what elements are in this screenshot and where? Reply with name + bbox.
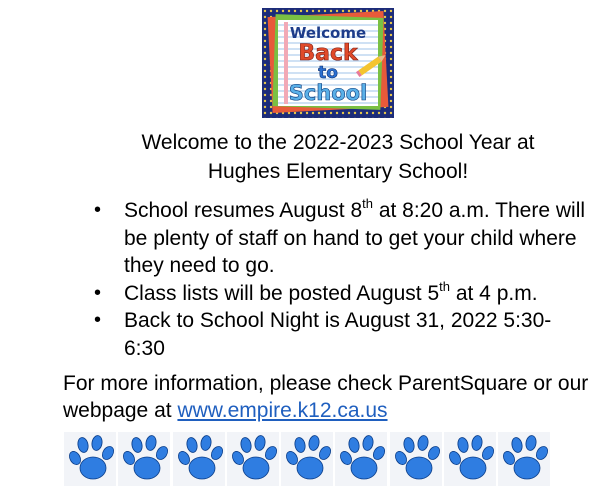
paw-print-icon bbox=[118, 432, 170, 486]
banner-word-welcome: Welcome bbox=[289, 24, 367, 42]
paw-print-icon bbox=[498, 432, 550, 486]
bullet-icon: • bbox=[94, 281, 102, 304]
paw-print-icon bbox=[227, 432, 279, 486]
announcement-list bbox=[92, 197, 592, 362]
paw-print-icon bbox=[335, 432, 387, 486]
paw-print-border bbox=[64, 432, 550, 486]
welcome-back-to-school-banner bbox=[262, 8, 394, 118]
headline-line-1: Welcome to the 2022-2023 School Year at bbox=[141, 131, 535, 154]
banner-word-back: Back bbox=[298, 41, 358, 66]
paw-print-icon bbox=[444, 432, 496, 486]
list-item: • Back to School Night is August 31, 2022 5:30-6:30 bbox=[94, 309, 552, 360]
paw-print-icon bbox=[390, 432, 442, 486]
school-webpage-link[interactable]: www.empire.k12.ca.us bbox=[177, 399, 388, 422]
list-item: • School resumes August 8th at 8:20 a.m. There will be plenty of staff on hand to get your child where they need to go. bbox=[94, 196, 586, 277]
headline-line-2: Hughes Elementary School! bbox=[207, 160, 469, 183]
more-info-text: For more information, please check ParentSquare or our webpage at www.empire.k12.ca.us bbox=[63, 372, 589, 422]
paw-print-icon bbox=[64, 432, 116, 486]
list-item: • Class lists will be posted August 5th at 4 p.m. bbox=[92, 280, 592, 308]
headline bbox=[60, 128, 600, 186]
banner-word-school: School bbox=[288, 81, 368, 105]
bullet-icon: • bbox=[94, 199, 102, 221]
banner-word-to: to bbox=[318, 63, 338, 83]
paw-print-icon bbox=[173, 432, 225, 486]
paw-print-icon bbox=[281, 432, 333, 486]
bullet-icon: • bbox=[94, 309, 102, 331]
